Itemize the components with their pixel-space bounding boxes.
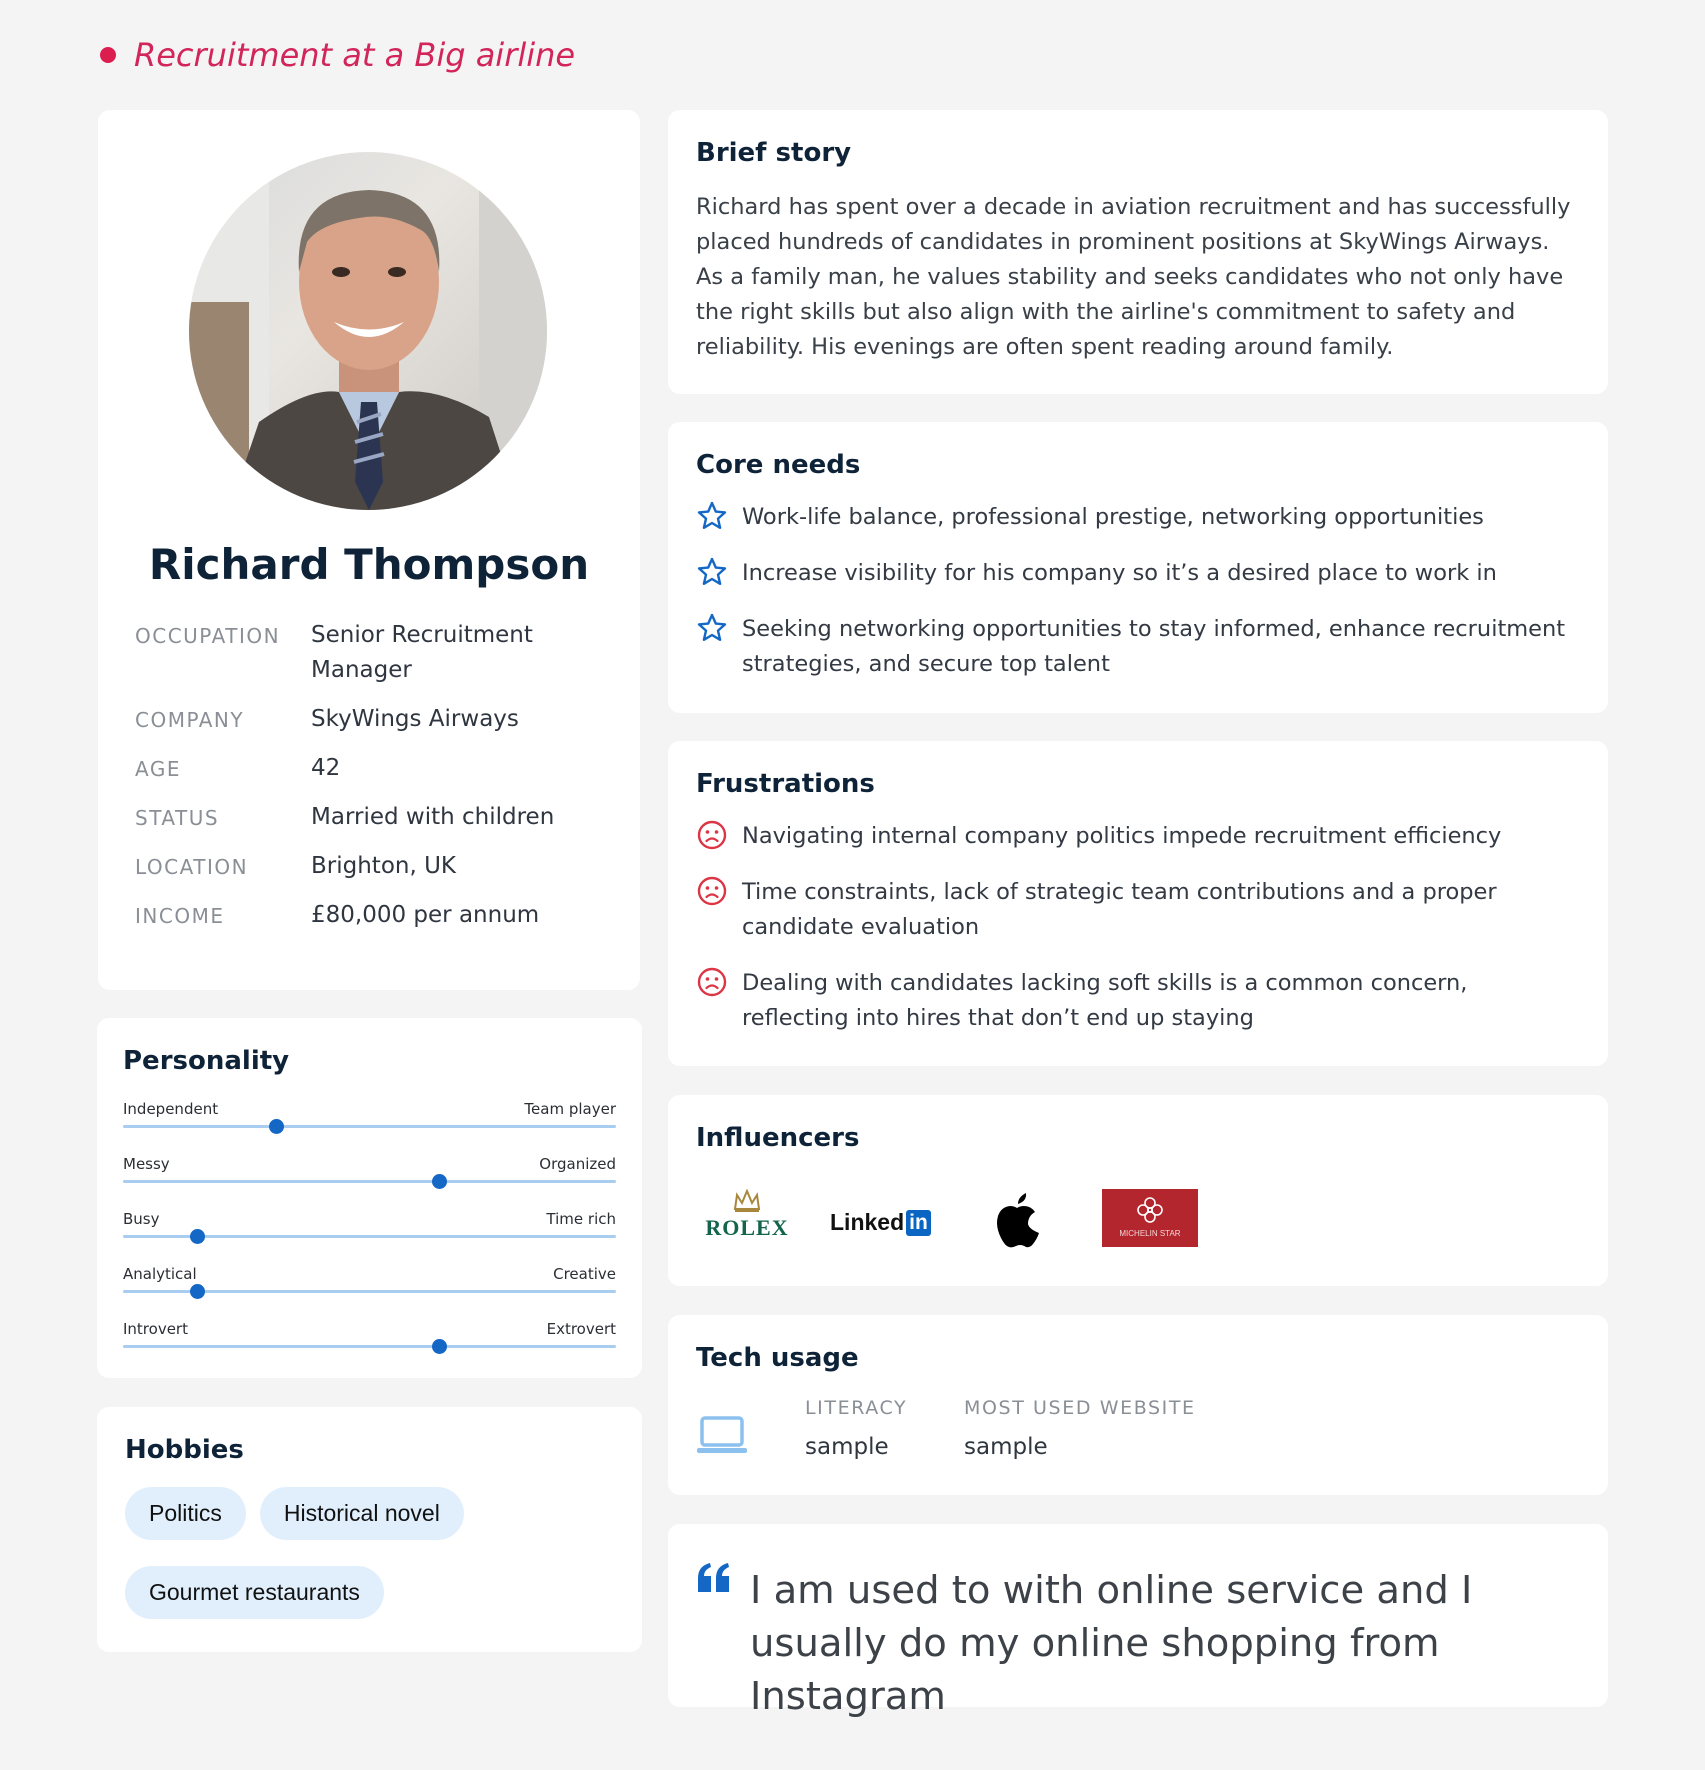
linkedin-wordmark: Linked xyxy=(830,1209,905,1235)
fact-label: STATUS xyxy=(135,806,220,830)
trait-right-label: Creative xyxy=(553,1265,616,1283)
slider-knob[interactable] xyxy=(190,1229,205,1244)
frustration-text: Navigating internal company politics impede recruitment efficiency xyxy=(742,823,1502,849)
hobbies-card xyxy=(97,1407,642,1652)
story-title: Brief story xyxy=(696,138,852,168)
story-text: Richard has spent over a decade in aviation recruitment and has successfully placed hundreds of candidates in prominent positions at SkyWings Airways. As a family man, he values stability and seeks candidates who not only have the right skills but also align with the airline's commitment to safety and reliability. His evenings are often spent reading around family. xyxy=(696,194,1571,360)
fact-value: Senior Recruitment Manager xyxy=(311,622,533,683)
rolex-logo xyxy=(702,1189,792,1241)
quote-text: I am used to with online service and I usually do my online shopping from Instagram xyxy=(750,1568,1473,1719)
slider-knob[interactable] xyxy=(432,1174,447,1189)
apple-icon xyxy=(992,1192,1044,1252)
website-value: sample xyxy=(964,1434,1048,1460)
literacy-value: sample xyxy=(805,1434,889,1460)
list-item xyxy=(696,556,1580,591)
fact-value: Married with children xyxy=(311,804,555,830)
trait-left-label: Independent xyxy=(123,1100,219,1118)
star-icon xyxy=(696,612,728,644)
star-icon xyxy=(696,556,728,588)
fact-status xyxy=(135,800,605,835)
need-text: Increase visibility for his company so it’s a desired place to work in xyxy=(742,560,1497,586)
personality-title: Personality xyxy=(123,1046,290,1076)
trait-slider[interactable] xyxy=(123,1100,616,1155)
fact-age xyxy=(135,751,605,786)
fact-location xyxy=(135,849,605,884)
hobby-chip[interactable]: Politics xyxy=(125,1487,246,1540)
header-dot xyxy=(100,47,116,63)
slider-knob[interactable] xyxy=(432,1339,447,1354)
michelin-flower-icon xyxy=(1135,1195,1165,1225)
persona-name: Richard Thompson xyxy=(148,540,590,589)
need-text: Seeking networking opportunities to stay informed, enhance recruitment strategies, and secure top talent xyxy=(742,616,1566,677)
fact-value: £80,000 per annum xyxy=(311,902,540,928)
trait-slider[interactable] xyxy=(123,1320,616,1375)
linkedin-logo xyxy=(830,1209,931,1236)
frustration-text: Time constraints, lack of strategic team contributions and a proper candidate evaluation xyxy=(742,879,1497,940)
trait-slider[interactable] xyxy=(123,1265,616,1320)
crown-icon xyxy=(732,1189,762,1213)
avatar-image xyxy=(189,152,547,510)
list-item xyxy=(696,500,1580,535)
frustration-text: Dealing with candidates lacking soft skills is a common concern, reflecting into hires that don’t end up staying xyxy=(742,970,1468,1031)
trait-left-label: Introvert xyxy=(123,1320,188,1338)
fact-label: LOCATION xyxy=(135,855,249,879)
rolex-wordmark: ROLEX xyxy=(705,1215,789,1240)
trait-right-label: Extrovert xyxy=(546,1320,616,1338)
sad-face-icon xyxy=(696,819,728,851)
trait-slider[interactable] xyxy=(123,1210,616,1265)
trait-left-label: Busy xyxy=(123,1210,160,1228)
slider-track[interactable] xyxy=(123,1345,616,1348)
list-item xyxy=(696,612,1580,682)
trait-left-label: Messy xyxy=(123,1155,170,1173)
frustrations-title: Frustrations xyxy=(696,769,875,799)
hobby-chip[interactable]: Historical novel xyxy=(260,1487,464,1540)
trait-slider[interactable] xyxy=(123,1155,616,1210)
trait-right-label: Time rich xyxy=(546,1210,616,1228)
star-icon xyxy=(696,500,728,532)
personality-card xyxy=(97,1018,642,1378)
trait-right-label: Team player xyxy=(524,1100,616,1118)
page-title: Recruitment at a Big airline xyxy=(134,36,576,74)
fact-label: COMPANY xyxy=(135,708,245,732)
fact-value: Brighton, UK xyxy=(311,853,457,879)
quote-icon xyxy=(696,1562,732,1594)
core-needs-title: Core needs xyxy=(696,450,861,480)
fact-label: INCOME xyxy=(135,904,225,928)
persona-facts xyxy=(135,618,605,947)
sad-face-icon xyxy=(696,966,728,998)
fact-label: AGE xyxy=(135,757,181,781)
linkedin-badge: in xyxy=(906,1210,931,1236)
trait-left-label: Analytical xyxy=(123,1265,197,1283)
trait-right-label: Organized xyxy=(539,1155,616,1173)
influencer-logos xyxy=(702,1189,1181,1259)
slider-knob[interactable] xyxy=(190,1284,205,1299)
michelin-star-logo xyxy=(1102,1189,1198,1247)
list-item xyxy=(696,966,1580,1036)
frustrations-list xyxy=(696,819,1580,1036)
need-text: Work-life balance, professional prestige, networking opportunities xyxy=(742,504,1484,530)
michelin-label: MICHELIN STAR xyxy=(1119,1229,1181,1238)
frustrations-card xyxy=(668,741,1608,1066)
hobbies-title: Hobbies xyxy=(125,1435,244,1465)
fact-occupation xyxy=(135,618,605,688)
profile-card xyxy=(98,110,640,990)
fact-value: 42 xyxy=(311,755,341,781)
influencers-card xyxy=(668,1095,1608,1286)
fact-value: SkyWings Airways xyxy=(311,706,519,732)
slider-track[interactable] xyxy=(123,1180,616,1183)
core-needs-card xyxy=(668,422,1608,713)
slider-track[interactable] xyxy=(123,1125,616,1128)
influencers-title: Influencers xyxy=(696,1123,860,1153)
fact-label: OCCUPATION xyxy=(135,624,281,648)
website-column xyxy=(964,1397,1196,1460)
avatar xyxy=(189,152,547,510)
tech-usage-title: Tech usage xyxy=(696,1343,859,1373)
list-item xyxy=(696,875,1580,945)
website-label: MOST USED WEBSITE xyxy=(964,1397,1196,1419)
quote-card xyxy=(668,1524,1608,1719)
literacy-column xyxy=(805,1397,907,1460)
fact-income xyxy=(135,898,605,933)
hobby-chips xyxy=(125,1487,565,1619)
page-header xyxy=(100,36,575,74)
literacy-label: LITERACY xyxy=(805,1397,908,1419)
slider-knob[interactable] xyxy=(269,1119,284,1134)
apple-logo xyxy=(992,1192,1044,1256)
fact-company xyxy=(135,702,605,737)
list-item xyxy=(696,819,1580,854)
hobby-chip[interactable]: Gourmet restaurants xyxy=(125,1566,384,1619)
sad-face-icon xyxy=(696,875,728,907)
tech-usage-card xyxy=(668,1315,1608,1495)
story-card xyxy=(668,110,1608,394)
laptop-icon xyxy=(696,1415,748,1455)
core-needs-list xyxy=(696,500,1580,682)
